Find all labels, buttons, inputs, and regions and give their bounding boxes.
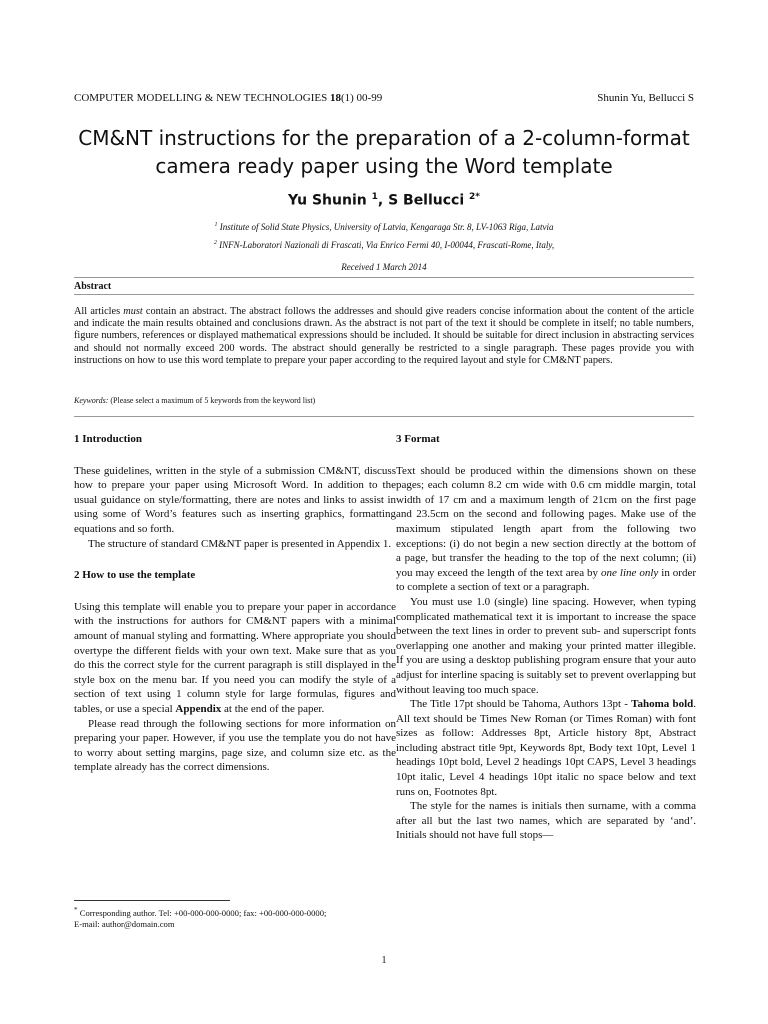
paragraph: The style for the names is initials then surname, with a comma after all but the last two names, which are separated by ‘and’. Initials should not have full stops— <box>396 800 696 842</box>
abstract-top-rule <box>74 277 694 278</box>
author-list <box>0 192 768 209</box>
paragraph-text: at the end of the paper. <box>221 702 325 715</box>
section-heading-introduction: 1 Introduction <box>74 433 142 445</box>
section-heading-format: 3 Format <box>396 433 440 445</box>
affiliation-text: Institute of Solid State Physics, University of Latvia, Kengaraga Str. 8, LV-1063 Riga, Latvia <box>219 222 554 232</box>
page-number: 1 <box>381 955 387 966</box>
paragraph-bold: Appendix <box>175 702 222 715</box>
paragraph <box>396 464 696 595</box>
paragraph-italic: one line only <box>601 566 659 579</box>
paragraph-text: Using this template will enable you to prepare your paper in accordance with the instructions for authors for CM&NT papers with a minimal amount of manual styling and formatting. Where appropriate you should overtype the different fields with your own text. Make sure that as you do this the correct style for the current paragraph is still displayed in the style box on the menu bar. If you need you can modify the style of a section of text using 1 column style for large formulas, figures and tables, or use a special <box>74 600 396 715</box>
abstract-heading: Abstract <box>74 281 112 292</box>
keywords-label: Keywords: <box>74 396 109 405</box>
author-name: Yu Shunin <box>288 192 367 209</box>
paragraph: Please read through the following sections for more information on preparing your paper. However, if you use the template you do not have to worry about setting margins, page size, and column size etc. as the template already has the correct dimensions. <box>74 717 396 774</box>
paragraph-bold: Tahoma bold <box>631 698 694 711</box>
abstract-text: All articles <box>74 306 124 317</box>
left-column <box>74 432 396 775</box>
footnote-email: E-mail: author@domain.com <box>74 918 175 929</box>
abstract-bottom-rule <box>74 416 694 417</box>
keywords <box>74 396 315 405</box>
affiliation <box>0 240 768 250</box>
paragraph: The structure of standard CM&NT paper is presented in Appendix 1. <box>88 537 392 550</box>
footnote-separator <box>74 900 230 901</box>
author-affil-mark: 1 <box>371 192 378 202</box>
running-header <box>74 92 694 104</box>
footnote <box>74 905 394 930</box>
affiliation-mark: 1 <box>214 222 218 228</box>
paragraph <box>396 697 696 799</box>
paragraph-text: The Title 17pt should be Tahoma, Authors 13pt - <box>410 698 632 711</box>
journal-citation <box>74 92 382 104</box>
right-column <box>396 432 696 843</box>
paragraph: These guidelines, written in the style of a submission CM&NT, discuss how to prepare your paper using Microsoft Word. In addition to the usual guidance on style/formatting, there are notes and links to assist in using some of Word’s features such as inserting graphics, formatting equations and so forth. <box>74 464 396 535</box>
journal-volume: 18 <box>329 92 341 104</box>
running-authors: Shunin Yu, Bellucci S <box>597 92 694 104</box>
paragraph <box>74 600 396 717</box>
paragraph-text: Text should be produced within the dimensions shown on these pages; each column 8.2 cm wide with 0.6 cm middle margin, total width of 17 cm and a maximum length of 21cm on the first page and 23.5cm on the second and following pages. Make use of the maximum stipulated length apart from the following two exceptions: (i) do not begin a new section directly at the bottom of a page, but transfer the heading to the top of the next column; (ii) you may exceed the length of the text area by <box>396 464 696 579</box>
author-name: S Bellucci <box>388 192 465 209</box>
journal-name: COMPUTER MODELLING & NEW TECHNOLOGIES <box>74 92 328 104</box>
keywords-text: (Please select a maximum of 5 keywords from the keyword list) <box>108 396 316 405</box>
affiliation-text: INFN-Laboratori Nazionali di Frascati, Via Enrico Fermi 40, I-00044, Frascati-Rome, Italy, <box>219 240 555 250</box>
received-date: Received 1 March 2014 <box>341 262 427 272</box>
paragraph-text: . All text should be Times New Roman (or Times Roman) with font sizes as follow: Addresses 8pt, Article history 8pt, Abstract including abstract title 9pt, Keywords 8pt, Body text 10pt, Level 1 headings 10pt bold, Level 2 headings 10pt CAPS, Level 3 headings 10pt italic, Level 4 headings 10pt italic no space below and text runs on, Footnotes 8pt. <box>396 698 696 798</box>
section-heading-how-to-use: 2 How to use the template <box>74 569 196 582</box>
affiliation-mark: 2 <box>213 240 217 246</box>
author-affil-mark: 2* <box>469 192 480 202</box>
abstract-emphasis: must <box>123 306 143 317</box>
abstract-text: contain an abstract. The abstract follows the addresses and should give readers concise information about the content of the article and indicate the main results obtained and conclusions drawn. As the abstract is not part of the text it should be complete in itself; no table numbers, figure numbers, references or displayed mathematical expressions should be included. It should be suitable for direct inclusion in abstracting services and should not normally exceed 200 words. The abstract should generally be restricted to a single paragraph. These pages provide you with instructions on how to use this word template to prepare your paper according to the required layout and style for CM&NT papers. <box>74 306 694 366</box>
author-separator: , <box>377 192 389 209</box>
abstract-body <box>74 306 694 367</box>
footnote-text: Corresponding author. Tel: +00-000-000-0000; fax: +00-000-000-0000; <box>77 907 327 918</box>
abstract-heading-rule <box>74 294 694 295</box>
paragraph: You must use 1.0 (single) line spacing. However, when typing complicated mathematical text it is important to increase the space between the text lines in order to prevent sub- and superscript fonts overlapping one another and making your printed matter illegible. If you are using a desktop publishing program ensure that your auto adjust for interline spacing is suitably set to prevent overlapping but without leaving too much space. <box>396 595 696 696</box>
paragraph-text: in order to complete a section of text or a paragraph. <box>396 566 697 594</box>
paper-title: CM&NT instructions for the preparation of a 2-column-format camera ready paper using the Word template <box>78 126 690 178</box>
journal-issue-pages: (1) 00-99 <box>340 92 383 104</box>
affiliation <box>0 222 768 232</box>
footnote-mark: * <box>74 906 78 914</box>
